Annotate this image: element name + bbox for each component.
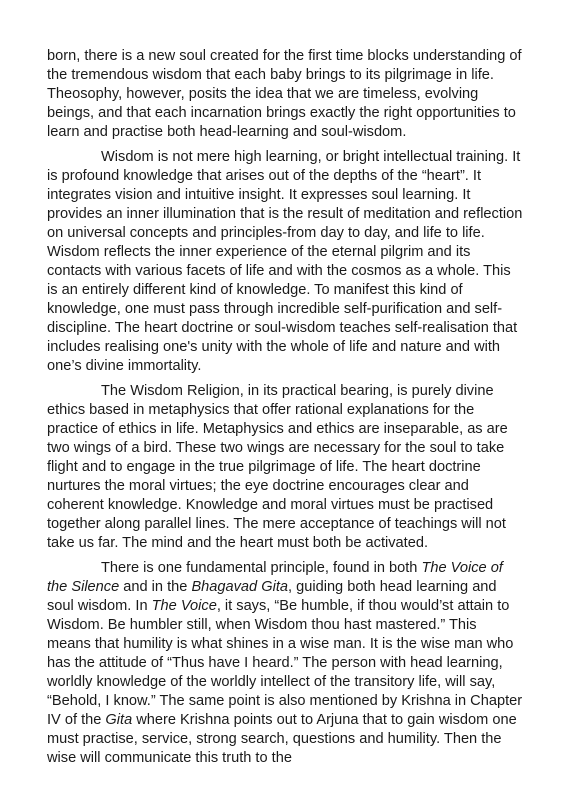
paragraph-text: , it says, “Be humble, if thou would’st attain to Wisdom. Be humbler still, when Wisdom thou hast mastered.” This means that humility is what shines in a wise man. It is the wise man who has the attitude of “Thus have I heard.” The person with head learning, worldly knowledge of the worldly intellect of the transitory life, will say, “Behold, I know.” The same point is also mentioned by Krishna in Chapter IV of the — [47, 598, 523, 728]
book-title-voice-of-the-silence: The Voice of the Silence — [47, 560, 503, 595]
paragraph-text: and in the — [119, 579, 192, 595]
paragraph-text: , guiding both head learning and soul wisdom. In — [47, 579, 497, 614]
paragraph-1 — [47, 47, 523, 142]
book-title-the-voice: The Voice — [151, 598, 217, 614]
document-page — [47, 47, 523, 774]
paragraph-text: Wisdom is not mere high learning, or bright intellectual training. It is profound knowledge that arises out of the depths of the “heart”. It integrates vision and intuitive insight. It expresses soul learning. It provides an inner illumination that is the result of meditation and reflection on universal concepts and principles-from day to day, and life to life. Wisdom reflects the inner experience of the eternal pilgrim and its contacts with various facets of life and with the cosmos as a whole. This is an entirely different kind of knowledge. To manifest this kind of knowledge, one must pass through incredible self-purification and self-discipline. The heart doctrine or soul-wisdom teaches self-realisation that includes realising one's unity with the whole of life and nature and with one’s divine immortality. — [47, 149, 523, 374]
paragraph-3 — [47, 382, 523, 553]
book-title-bhagavad-gita: Bhagavad Gita — [191, 579, 288, 595]
paragraph-text: There is one fundamental principle, found in both — [101, 560, 422, 576]
paragraph-4 — [47, 559, 523, 768]
paragraph-text: where Krishna points out to Arjuna that to gain wisdom one must practise, service, strong search, questions and humility. Then the wise will communicate this truth to the — [47, 712, 517, 766]
paragraph-text: born, there is a new soul created for the first time blocks understanding of the tremendous wisdom that each baby brings to its pilgrimage in life. Theosophy, however, posits the idea that we are timeless, evolving beings, and that each incarnation brings exactly the right opportunities to learn and practise both head-learning and soul-wisdom. — [47, 48, 522, 140]
book-title-gita: Gita — [105, 712, 133, 728]
paragraph-2 — [47, 148, 523, 376]
paragraph-text: The Wisdom Religion, in its practical bearing, is purely divine ethics based in metaphysics that offer rational explanations for the practice of ethics in life. Metaphysics and ethics are inseparable, as are two wings of a bird. These two wings are necessary for the soul to take flight and to engage in the true pilgrimage of life. The heart doctrine nurtures the moral virtues; the eye doctrine encourages clear and coherent knowledge. Knowledge and moral virtues must be practised together along parallel lines. The mere acceptance of teachings will not take us far. The mind and the heart must both be activated. — [47, 383, 508, 551]
